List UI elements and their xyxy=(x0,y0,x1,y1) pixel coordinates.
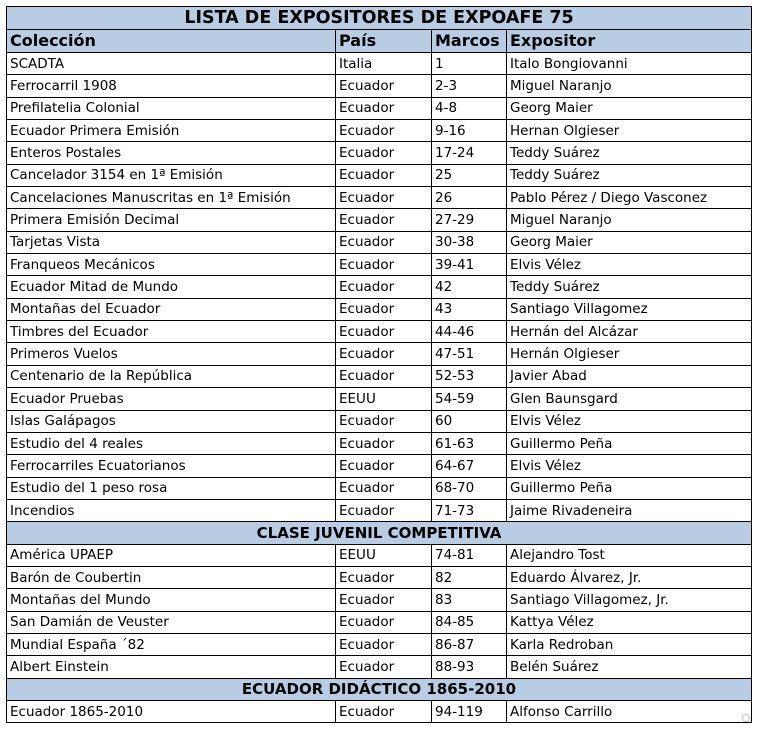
cell-coleccion: América UPAEP xyxy=(7,544,336,566)
table-title: LISTA DE EXPOSITORES DE EXPOAFE 75 xyxy=(7,7,752,30)
table-row xyxy=(7,343,752,365)
table-row xyxy=(7,97,752,119)
cell-marcos: 61-63 xyxy=(432,432,507,454)
cell-marcos: 74-81 xyxy=(432,544,507,566)
table-row xyxy=(7,164,752,186)
table-row xyxy=(7,365,752,387)
cell-marcos: 94-119 xyxy=(432,700,507,722)
cell-expositor: Hernán del Alcázar xyxy=(507,321,752,343)
table-row xyxy=(7,53,752,75)
table-row xyxy=(7,298,752,320)
cell-pais: Ecuador xyxy=(336,231,432,253)
cell-coleccion: Timbres del Ecuador xyxy=(7,321,336,343)
table-row xyxy=(7,142,752,164)
table-row xyxy=(7,455,752,477)
cell-pais: Italia xyxy=(336,53,432,75)
cell-coleccion: Estudio del 1 peso rosa xyxy=(7,477,336,499)
cell-expositor: Kattya Vélez xyxy=(507,611,752,633)
cell-pais: Ecuador xyxy=(336,120,432,142)
cell-coleccion: Centenario de la República xyxy=(7,365,336,387)
cell-marcos: 42 xyxy=(432,276,507,298)
cell-coleccion: Incendios xyxy=(7,499,336,521)
cell-pais: Ecuador xyxy=(336,187,432,209)
cell-pais: Ecuador xyxy=(336,700,432,722)
table-row xyxy=(7,321,752,343)
cell-expositor: Guillermo Peña xyxy=(507,432,752,454)
header-row xyxy=(7,30,752,53)
cell-expositor: Georg Maier xyxy=(507,231,752,253)
table-row xyxy=(7,544,752,566)
table-row xyxy=(7,254,752,276)
cell-expositor: Santiago Villagomez, Jr. xyxy=(507,589,752,611)
header-marcos: Marcos xyxy=(432,30,507,53)
cell-pais: Ecuador xyxy=(336,365,432,387)
cell-pais: EEUU xyxy=(336,388,432,410)
cell-pais: EEUU xyxy=(336,544,432,566)
cell-marcos: 43 xyxy=(432,298,507,320)
cell-marcos: 30-38 xyxy=(432,231,507,253)
cell-pais: Ecuador xyxy=(336,455,432,477)
cell-marcos: 17-24 xyxy=(432,142,507,164)
table-row xyxy=(7,566,752,588)
cell-coleccion: Franqueos Mecánicos xyxy=(7,254,336,276)
cell-coleccion: San Damián de Veuster xyxy=(7,611,336,633)
cell-coleccion: Ecuador Pruebas xyxy=(7,388,336,410)
cell-coleccion: Ferrocarril 1908 xyxy=(7,75,336,97)
cell-pais: Ecuador xyxy=(336,254,432,276)
cell-marcos: 26 xyxy=(432,187,507,209)
cell-marcos: 47-51 xyxy=(432,343,507,365)
cell-marcos: 71-73 xyxy=(432,499,507,521)
table-row xyxy=(7,656,752,678)
cell-coleccion: Montañas del Ecuador xyxy=(7,298,336,320)
cell-coleccion: Estudio del 4 reales xyxy=(7,432,336,454)
cell-expositor: Elvis Vélez xyxy=(507,410,752,432)
cell-pais: Ecuador xyxy=(336,477,432,499)
cell-pais: Ecuador xyxy=(336,633,432,655)
cell-marcos: 4-8 xyxy=(432,97,507,119)
cell-pais: Ecuador xyxy=(336,142,432,164)
cell-coleccion: Montañas del Mundo xyxy=(7,589,336,611)
cell-marcos: 64-67 xyxy=(432,455,507,477)
cell-marcos: 68-70 xyxy=(432,477,507,499)
cell-coleccion: Cancelaciones Manuscritas en 1ª Emisión xyxy=(7,187,336,209)
cell-marcos: 39-41 xyxy=(432,254,507,276)
cell-pais: Ecuador xyxy=(336,343,432,365)
cell-marcos: 2-3 xyxy=(432,75,507,97)
cell-marcos: 60 xyxy=(432,410,507,432)
cell-coleccion: Primera Emisión Decimal xyxy=(7,209,336,231)
exhibitor-table xyxy=(6,6,752,723)
cell-marcos: 1 xyxy=(432,53,507,75)
cell-expositor: Eduardo Álvarez, Jr. xyxy=(507,566,752,588)
title-row xyxy=(7,7,752,30)
table-row xyxy=(7,276,752,298)
cell-pais: Ecuador xyxy=(336,410,432,432)
header-coleccion: Colección xyxy=(7,30,336,53)
cell-coleccion: Ecuador Primera Emisión xyxy=(7,120,336,142)
cell-coleccion: Ferrocarriles Ecuatorianos xyxy=(7,455,336,477)
cell-marcos: 83 xyxy=(432,589,507,611)
cell-expositor: Miguel Naranjo xyxy=(507,75,752,97)
cell-marcos: 84-85 xyxy=(432,611,507,633)
cell-pais: Ecuador xyxy=(336,164,432,186)
cell-expositor: Santiago Villagomez xyxy=(507,298,752,320)
cell-pais: Ecuador xyxy=(336,298,432,320)
cell-marcos: 86-87 xyxy=(432,633,507,655)
table-row xyxy=(7,231,752,253)
cell-pais: Ecuador xyxy=(336,499,432,521)
cell-marcos: 27-29 xyxy=(432,209,507,231)
cell-pais: Ecuador xyxy=(336,656,432,678)
exhibitor-list xyxy=(6,6,751,723)
cell-expositor: Miguel Naranjo xyxy=(507,209,752,231)
cell-expositor: Alejandro Tost xyxy=(507,544,752,566)
cell-coleccion: Barón de Coubertin xyxy=(7,566,336,588)
cell-expositor: Guillermo Peña xyxy=(507,477,752,499)
cell-expositor: Elvis Vélez xyxy=(507,455,752,477)
cell-pais: Ecuador xyxy=(336,566,432,588)
table-row xyxy=(7,75,752,97)
cell-expositor: Jaime Rivadeneira xyxy=(507,499,752,521)
cell-marcos: 54-59 xyxy=(432,388,507,410)
cell-marcos: 44-46 xyxy=(432,321,507,343)
cell-coleccion: Ecuador 1865-2010 xyxy=(7,700,336,722)
cell-expositor: Glen Baunsgard xyxy=(507,388,752,410)
cell-coleccion: Tarjetas Vista xyxy=(7,231,336,253)
cell-expositor: Georg Maier xyxy=(507,97,752,119)
cell-coleccion: Islas Galápagos xyxy=(7,410,336,432)
cell-coleccion: Primeros Vuelos xyxy=(7,343,336,365)
cell-marcos: 25 xyxy=(432,164,507,186)
cell-marcos: 52-53 xyxy=(432,365,507,387)
header-pais: País xyxy=(336,30,432,53)
cell-expositor: Elvis Vélez xyxy=(507,254,752,276)
table-row xyxy=(7,499,752,521)
cell-expositor: Teddy Suárez xyxy=(507,276,752,298)
section-title: CLASE JUVENIL COMPETITIVA xyxy=(7,522,752,544)
cell-pais: Ecuador xyxy=(336,432,432,454)
table-row xyxy=(7,611,752,633)
section-header-row xyxy=(7,678,752,700)
cell-expositor: Teddy Suárez xyxy=(507,164,752,186)
cell-expositor: Hernán Olgieser xyxy=(507,343,752,365)
cell-pais: Ecuador xyxy=(336,321,432,343)
cell-expositor: Karla Redroban xyxy=(507,633,752,655)
cell-coleccion: Mundial España ´82 xyxy=(7,633,336,655)
cell-expositor: Javier Abad xyxy=(507,365,752,387)
table-row xyxy=(7,388,752,410)
cell-pais: Ecuador xyxy=(336,611,432,633)
cell-coleccion: SCADTA xyxy=(7,53,336,75)
table-row xyxy=(7,410,752,432)
table-row xyxy=(7,209,752,231)
section-title: ECUADOR DIDÁCTICO 1865-2010 xyxy=(7,678,752,700)
cell-coleccion: Enteros Postales xyxy=(7,142,336,164)
cell-pais: Ecuador xyxy=(336,276,432,298)
cell-expositor: Alfonso Carrillo xyxy=(507,700,752,722)
cell-expositor: Belén Suárez xyxy=(507,656,752,678)
cell-pais: Ecuador xyxy=(336,75,432,97)
table-row xyxy=(7,432,752,454)
table-row xyxy=(7,187,752,209)
table-row xyxy=(7,120,752,142)
cell-expositor: Italo Bongiovanni xyxy=(507,53,752,75)
cell-marcos: 82 xyxy=(432,566,507,588)
cell-marcos: 9-16 xyxy=(432,120,507,142)
section-header-row xyxy=(7,522,752,544)
cell-coleccion: Albert Einstein xyxy=(7,656,336,678)
cell-coleccion: Cancelador 3154 en 1ª Emisión xyxy=(7,164,336,186)
cell-pais: Ecuador xyxy=(336,97,432,119)
cell-expositor: Teddy Suárez xyxy=(507,142,752,164)
cell-expositor: Hernan Olgieser xyxy=(507,120,752,142)
table-row xyxy=(7,589,752,611)
table-row xyxy=(7,700,752,722)
cell-pais: Ecuador xyxy=(336,589,432,611)
header-expositor: Expositor xyxy=(507,30,752,53)
cell-pais: Ecuador xyxy=(336,209,432,231)
table-row xyxy=(7,633,752,655)
table-body xyxy=(7,7,752,723)
cell-marcos: 88-93 xyxy=(432,656,507,678)
cell-coleccion: Ecuador Mitad de Mundo xyxy=(7,276,336,298)
cell-expositor: Pablo Pérez / Diego Vasconez xyxy=(507,187,752,209)
cell-coleccion: Prefilatelia Colonial xyxy=(7,97,336,119)
table-row xyxy=(7,477,752,499)
